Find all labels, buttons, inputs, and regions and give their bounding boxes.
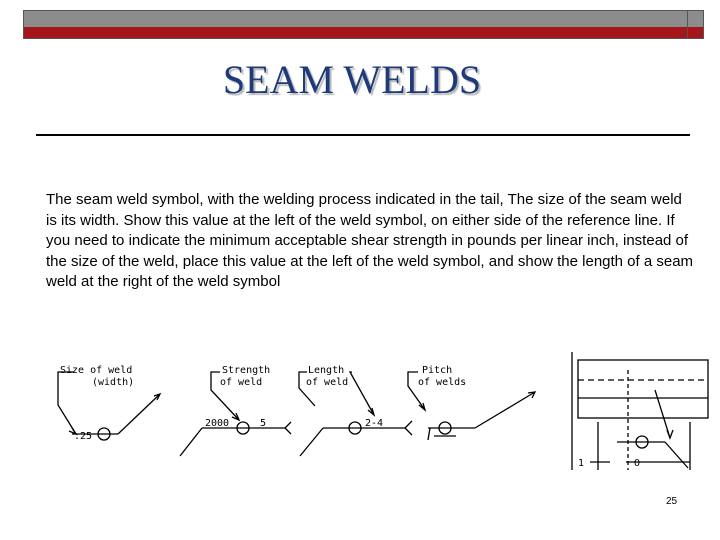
label-width: (width) [92, 377, 135, 388]
label-of-weld-strength: of weld [220, 377, 263, 388]
page-number: 25 [666, 496, 678, 507]
header-corner-box [687, 11, 703, 38]
value-strength-length: 5 [260, 418, 267, 429]
label-length: Length [308, 365, 345, 376]
label-strength: Strength [222, 365, 271, 376]
seam-weld-diagram [30, 350, 720, 475]
body-paragraph: The seam weld symbol, with the welding process indicated in the tail, The size of the seam weld is its width. Show this value at the left of the weld symbol, on either side of the reference line. If you need to indicate the minimum acceptable shear strength in pounds per linear inch, instead of the size of the weld, place this value at the left of the weld symbol, and show the length of a seam weld at the right of the weld symbol [46, 191, 694, 290]
label-of-weld-length: of weld [306, 377, 349, 388]
dim-left-label: 1 [578, 458, 585, 469]
plate-drawing [572, 352, 708, 470]
value-strength: 2000 [205, 418, 230, 429]
dim-right-label: O [634, 458, 641, 469]
slide-title [0, 56, 720, 103]
label-of-welds: of welds [418, 377, 467, 388]
value-length: 2-4 [365, 418, 384, 429]
header-red-band [24, 27, 703, 38]
slide-title-text: SEAM WELDS [222, 57, 482, 102]
title-divider [36, 134, 690, 136]
value-size: .25 [74, 431, 93, 442]
label-pitch: Pitch [422, 365, 453, 376]
header-bar [23, 10, 704, 39]
diagram-labels [60, 365, 640, 469]
label-size-of-weld: Size of weld [60, 365, 133, 376]
